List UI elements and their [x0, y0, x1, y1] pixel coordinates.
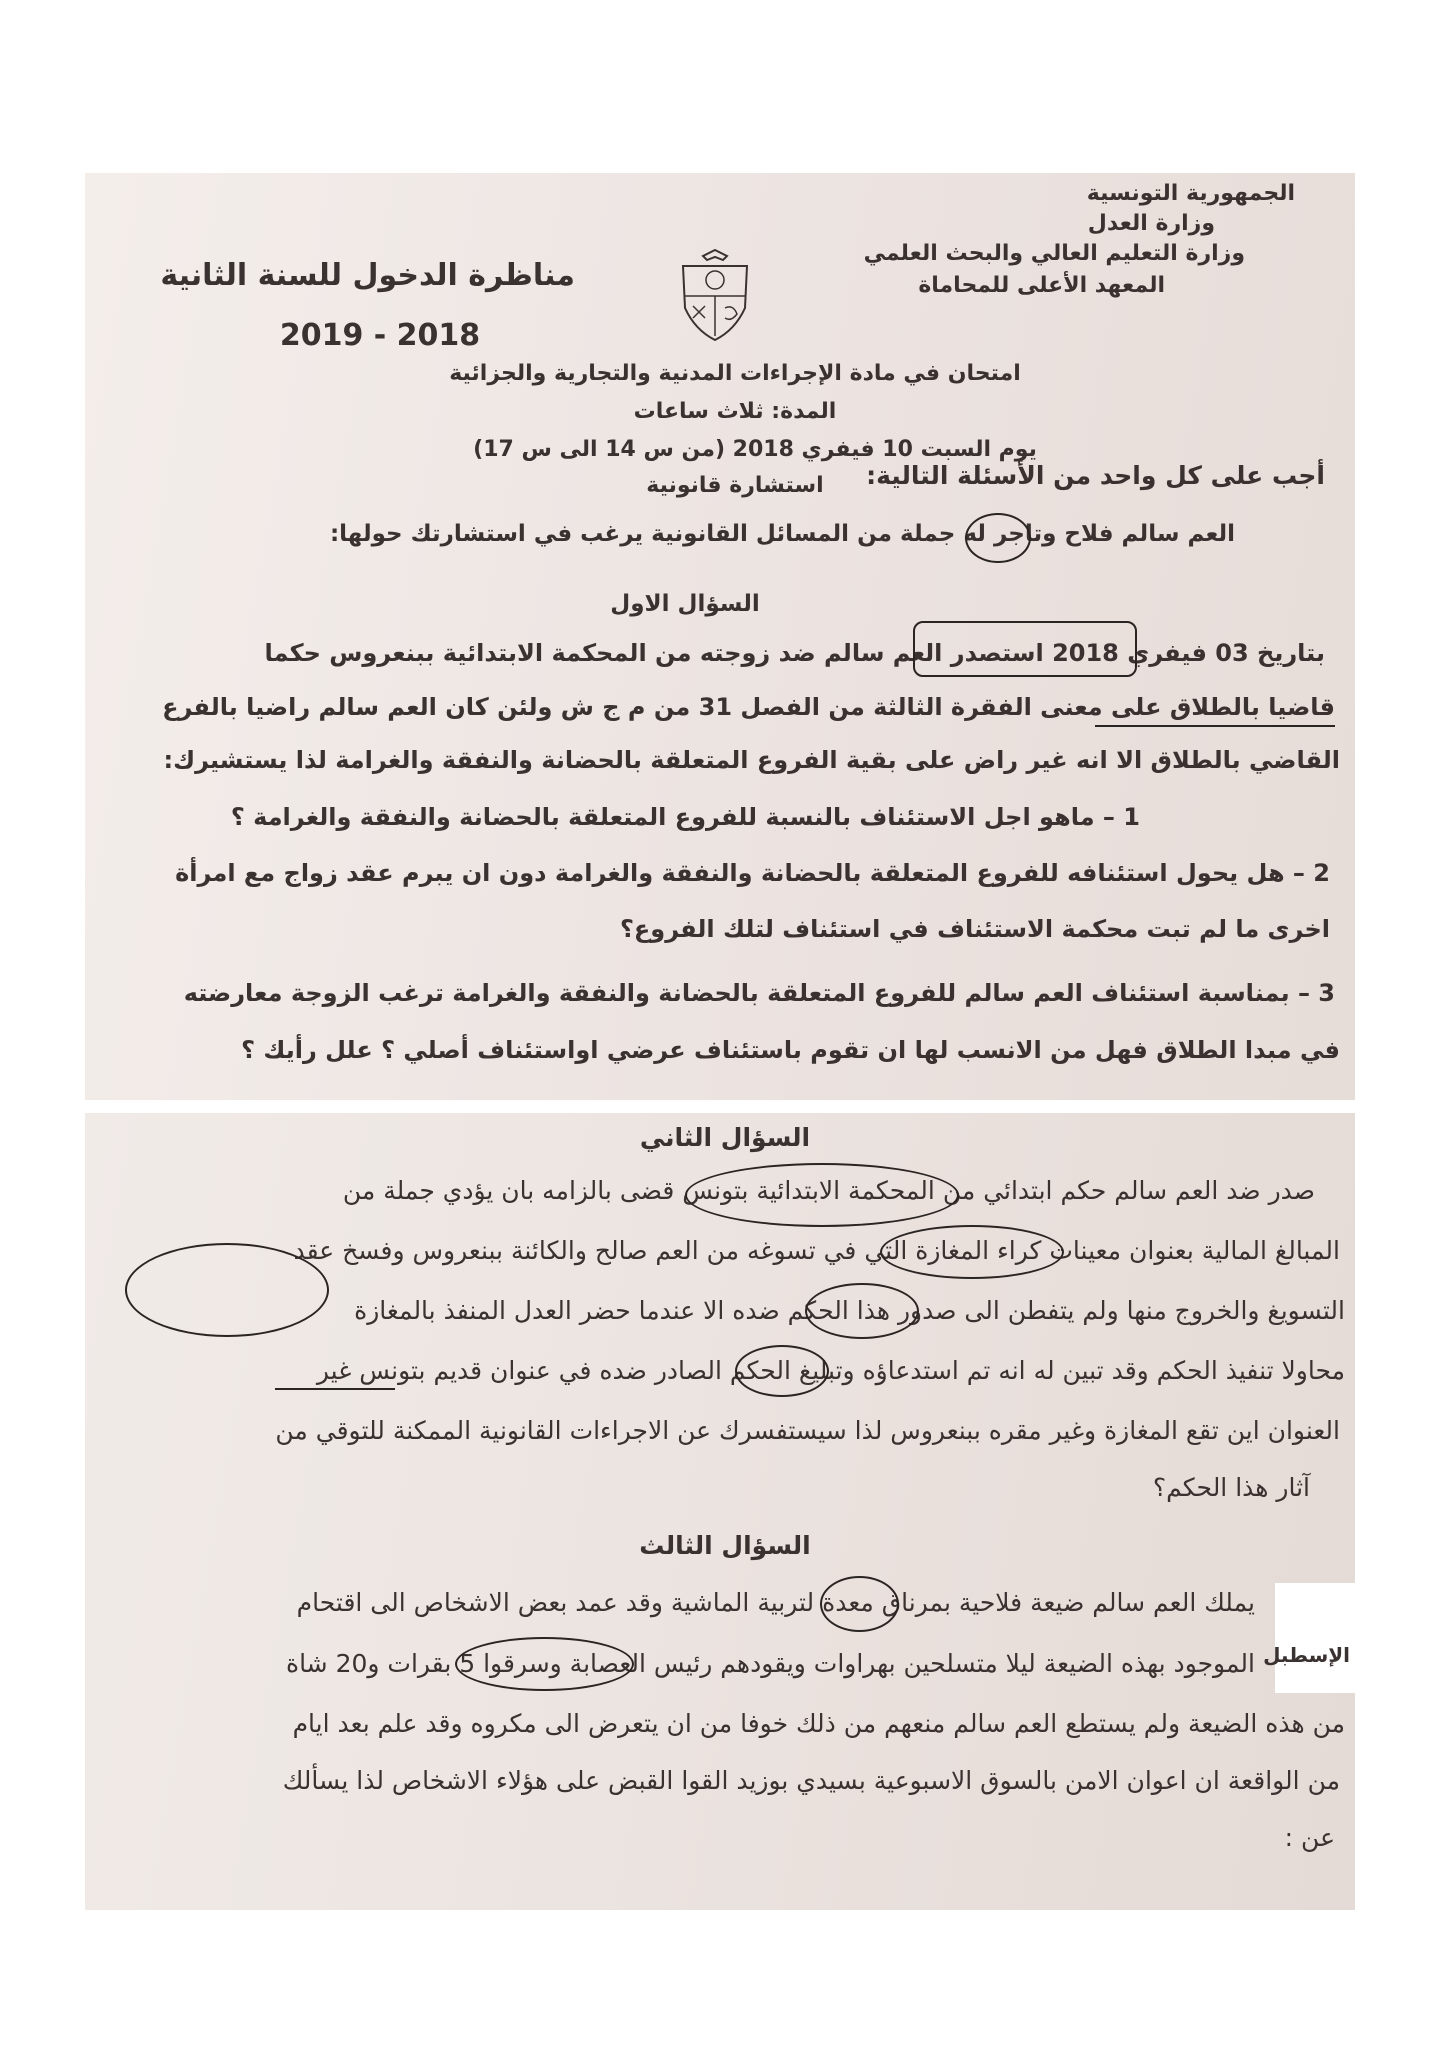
intro-line: العم سالم فلاح وتاجر له جملة من المسائل القانونية يرغب في استشارتك حولها: [329, 521, 1235, 547]
q3-line: عن : [1284, 1823, 1335, 1852]
ministry-justice-label: وزارة العدل [1087, 211, 1215, 236]
annotation-circle [965, 513, 1031, 563]
annotation-underline [1095, 725, 1335, 727]
institute-label: المعهد الأعلى للمحاماة [918, 273, 1165, 298]
exam-page-top [85, 173, 1355, 1100]
q3-line: من الواقعة ان اعوان الامن بالسوق الاسبوعية بسيدي بوزيد القوا القبض على هؤلاء الاشخاص لذا يسألك [282, 1766, 1340, 1795]
q3-heading: السؤال الثالث [639, 1531, 811, 1560]
q1-line: القاضي بالطلاق الا انه غير راض على بقية الفروع المتعلقة بالحضانة والنفقة والغرامة لذا يستشيرك: [163, 746, 1340, 774]
annotation-circle [820, 1576, 899, 1632]
q3-line: يملك العم سالم ضيعة فلاحية بمرناق معدة لتربية الماشية وقد عمد بعض الاشخاص الى اقتحام [296, 1588, 1255, 1617]
contest-year: 2019 - 2018 [279, 318, 481, 353]
q1-line: 1 – ماهو اجل الاستئناف بالنسبة للفروع المتعلقة بالحضانة والنفقة والغرامة ؟ [230, 803, 1140, 831]
q1-line: اخرى ما لم تبت محكمة الاستئناف في استئناف لتلك الفروع؟ [619, 915, 1330, 943]
q1-line: في مبدا الطلاق فهل من الانسب لها ان تقوم باستئناف عرضي اواستئناف أصلي ؟ علل رأيك ؟ [241, 1036, 1340, 1064]
exam-subject: امتحان في مادة الإجراءات المدنية والتجارية والجزائية [449, 361, 1021, 386]
q1-line: بتاريخ 03 فيفري 2018 استصدر العم سالم ضد زوجته من المحكمة الابتدائية ببنعروس حكما [264, 639, 1325, 667]
exam-page-bottom [85, 1113, 1355, 1910]
q1-line: قاضيا بالطلاق على معنى الفقرة الثالثة من الفصل 31 من م ج ش ولئن كان العم سالم راضيا بالفرع [162, 693, 1335, 721]
q2-heading: السؤال الثاني [639, 1123, 811, 1152]
exam-date-time: يوم السبت 10 فيفري 2018 (من س 14 الى س 17) [473, 437, 1037, 462]
stable-insert-word: الإسطبل [1263, 1643, 1350, 1667]
annotation-circle [685, 1163, 959, 1227]
exam-instruction: أجب على كل واحد من الأسئلة التالية: [866, 461, 1325, 490]
q2-line: آثار هذا الحكم؟ [1152, 1473, 1310, 1502]
q2-line: صدر ضد العم سالم حكم ابتدائي من المحكمة الابتدائية بتونس قضى بالزامه بان يؤدي جملة من [342, 1176, 1315, 1205]
q1-heading: السؤال الاول [610, 591, 760, 617]
annotation-circle [125, 1243, 329, 1337]
q2-line: المبالغ المالية بعنوان معينات كراء المغازة التي في تسوغه من العم صالح والكائنة ببنعروس وفسخ عقد [293, 1236, 1340, 1265]
annotation-circle [880, 1225, 1064, 1279]
q1-line: 3 – بمناسبة استئناف العم سالم للفروع المتعلقة بالحضانة والنفقة والغرامة ترغب الزوجة معارضته [183, 979, 1335, 1007]
q2-line: العنوان اين تقع المغازة وغير مقره ببنعروس لذا سيستفسرك عن الاجراءات القانونية الممكنة للتوقي من [275, 1416, 1340, 1445]
exam-duration: المدة: ثلاث ساعات [633, 399, 837, 424]
q1-line: 2 – هل يحول استئنافه للفروع المتعلقة بالحضانة والنفقة والغرامة دون ان يبرم عقد زواج مع امرأة [175, 859, 1330, 887]
annotation-circle [735, 1345, 829, 1397]
contest-title: مناظرة الدخول للسنة الثانية [160, 258, 575, 293]
tunisia-emblem-icon [675, 248, 755, 343]
annotation-date-box [913, 621, 1137, 677]
annotation-circle [455, 1637, 634, 1691]
q3-line: الموجود بهذه الضيعة ليلا متسلحين بهراوات ويقودهم رئيس العصابة وسرقوا 5 بقرات و20 شاة [285, 1649, 1255, 1678]
q2-line: محاولا تنفيذ الحكم وقد تبين له انه تم استدعاؤه وتبليغ الحكم الصادر ضده في عنوان قديم بتونس غير [316, 1356, 1345, 1385]
q2-line: التسويغ والخروج منها ولم يتفطن الى صدور هذا الحكم ضده الا عندما حضر العدل المنفذ بالمغازة [354, 1296, 1345, 1325]
pasted-note [1263, 1583, 1355, 1693]
annotation-underline [275, 1388, 395, 1390]
annotation-circle [805, 1283, 919, 1339]
q3-line: من هذه الضيعة ولم يستطع العم سالم منعهم من ذلك خوفا من ان يتعرض الى مكروه وقد علم بعد ايام [292, 1709, 1345, 1738]
ministry-higher-ed-label: وزارة التعليم العالي والبحث العلمي [863, 241, 1245, 266]
republic-label: الجمهورية التونسية [1086, 181, 1295, 206]
exam-type: استشارة قانونية [646, 473, 824, 498]
